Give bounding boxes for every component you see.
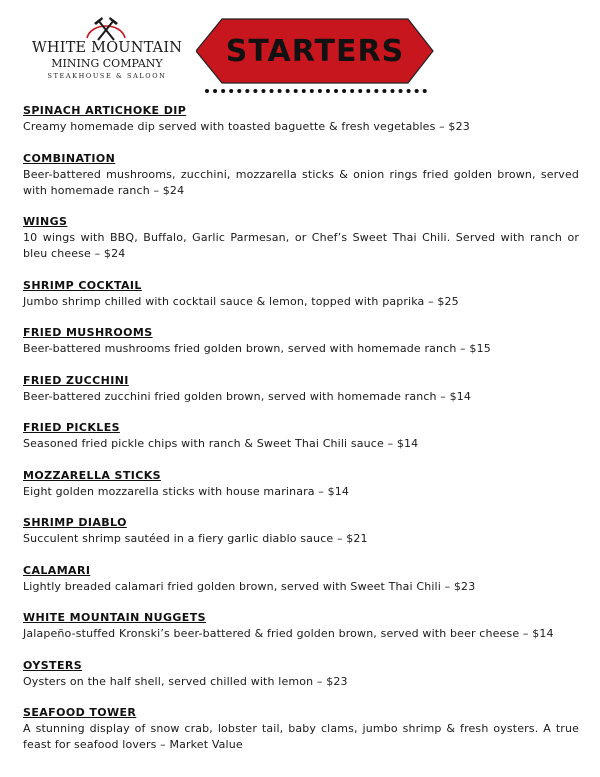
- menu-item-description: Seasoned fried pickle chips with ranch & Sweet Thai Chili sauce – $14: [23, 437, 419, 450]
- menu-item-name: FRIED MUSHROOMS: [23, 326, 153, 339]
- menu-item: [23, 373, 579, 405]
- menu-item-name: SEAFOOD TOWER: [23, 706, 137, 719]
- menu-item-name: OYSTERS: [23, 658, 83, 672]
- menu-item-description: Eight golden mozzarella sticks with house marinara – $14: [23, 484, 350, 498]
- menu-item: [23, 103, 579, 135]
- menu-item-description: 10 wings with BBQ, Buffalo, Garlic Parmesan, or Chef’s Sweet Thai Chili. Served with ranch or bleu cheese – $24: [23, 231, 579, 260]
- crossed-pickaxes-icon: [83, 14, 129, 42]
- menu-item: [23, 214, 579, 262]
- menu-item-name: SHRIMP DIABLO: [23, 516, 127, 529]
- menu-item-description: Beer-battered mushrooms fried golden brown, served with homemade ranch – $15: [23, 342, 491, 355]
- menu-item-description: Oysters on the half shell, served chilled with lemon – $23: [23, 674, 348, 688]
- menu-item: [23, 610, 579, 642]
- menu-item: [23, 278, 579, 310]
- menu-item: [23, 658, 579, 690]
- menu-item-description: Lightly breaded calamari fried golden brown, served with Sweet Thai Chili – $23: [23, 579, 476, 593]
- restaurant-logo: [28, 12, 186, 78]
- menu-item-description: Creamy homemade dip served with toasted baguette & fresh vegetables – $23: [23, 120, 470, 133]
- logo-line-2: MINING COMPANY: [51, 57, 163, 70]
- menu-item-name: WINGS: [23, 215, 68, 228]
- menu-item-description: Jumbo shrimp chilled with cocktail sauce & lemon, topped with paprika – $25: [23, 294, 459, 308]
- menu-item: [23, 151, 579, 199]
- menu-item: [23, 325, 579, 357]
- menu-item-name: COMBINATION: [23, 151, 116, 165]
- menu-item-description: Beer-battered zucchini fried golden brown, served with homemade ranch – $14: [23, 389, 472, 403]
- menu-item-name: MOZZARELLA STICKS: [23, 468, 161, 482]
- menu-item-name: WHITE MOUNTAIN NUGGETS: [23, 611, 206, 624]
- menu-item-description: A stunning display of snow crab, lobster tail, baby clams, jumbo shrimp & fresh oysters. A true feast for seafood lovers – Market Value: [23, 722, 579, 751]
- menu-item: [23, 563, 579, 595]
- menu-item-name: SHRIMP COCKTAIL: [23, 278, 142, 292]
- dotted-divider: [205, 89, 427, 93]
- menu-item: [23, 705, 579, 753]
- menu-item-description: Beer-battered mushrooms, zucchini, mozzarella sticks & onion rings fried golden brown, served with homemade ranch – $24: [23, 167, 579, 197]
- menu-items-list: [23, 103, 579, 769]
- menu-item-name: CALAMARI: [23, 563, 91, 577]
- menu-item: [23, 420, 579, 452]
- menu-item-name: FRIED PICKLES: [23, 421, 120, 434]
- section-title: STARTERS: [225, 33, 405, 69]
- menu-item-name: FRIED ZUCCHINI: [23, 373, 129, 387]
- menu-item: [23, 468, 579, 500]
- menu-item-name: SPINACH ARTICHOKE DIP: [23, 104, 187, 117]
- menu-item: [23, 515, 579, 547]
- menu-item-description: Succulent shrimp sautéed in a fiery garlic diablo sauce – $21: [23, 532, 368, 545]
- logo-line-1: WHITE MOUNTAIN: [31, 40, 183, 56]
- logo-line-3: STEAKHOUSE & SALOON: [47, 72, 167, 80]
- menu-item-description: Jalapeño-stuffed Kronski’s beer-battered & fried golden brown, served with beer cheese – $14: [23, 627, 554, 640]
